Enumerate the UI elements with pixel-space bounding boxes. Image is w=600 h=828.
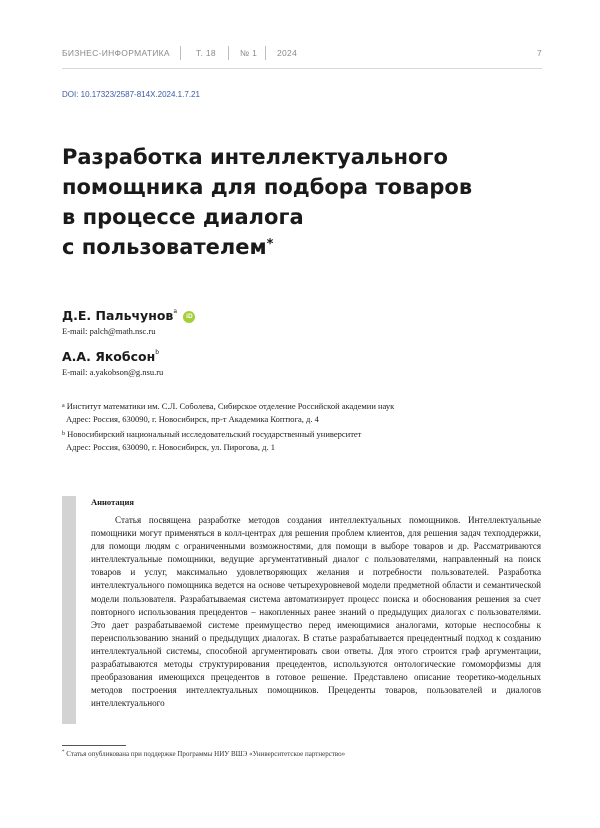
author-email[interactable]: E-mail: palch@math.nsc.ru (62, 326, 156, 336)
affil-mark: b (155, 349, 160, 356)
affil-mark: a (173, 308, 178, 315)
orcid-icon[interactable]: iD (183, 311, 195, 323)
title-footnote-mark: * (266, 237, 274, 252)
title-line: в процессе диалога (62, 205, 304, 229)
author-email[interactable]: E-mail: a.yakobson@g.nsu.ru (62, 367, 164, 377)
year-label: 2024 (277, 48, 298, 58)
affiliation (62, 428, 542, 454)
affil-mark: b (62, 431, 65, 437)
institution-address: Адрес: Россия, 630090, г. Новосибирск, пр-т Академика Коптюга, д. 4 (66, 414, 319, 424)
header-rule (62, 68, 542, 69)
footnote (62, 750, 345, 758)
running-header (62, 46, 542, 64)
page-number: 7 (536, 48, 542, 58)
title-line: с пользователем (62, 235, 267, 259)
footnote-text: Статья опубликована при поддержке Программы НИУ ВШЭ «Университетское партнерство» (66, 750, 346, 758)
title-line: Разработка интеллектуального (62, 145, 448, 169)
title-line: помощника для подбора товаров (62, 175, 473, 199)
issue-label: № 1 (240, 48, 258, 58)
footnote-rule (62, 745, 126, 746)
abstract-text: Статья посвящена разработке методов создания интеллектуальных помощников. Интеллектуальные помощники могут применяться в колл-центрах для решения проблем клиентов, для решения задач техподдержки, для помощи людям с ограниченными возможностями, для помощи в выборе товаров и др. Рассматриваются интеллектуальные помощники, ведущие аргументативный диалог с пользователями, направленный на поиск товаров и услуг, максимально удовлетворяющих желания и потребности пользователей. Разработка интеллектуального помощника ведется на основе четырехуровневой модели предметной области и семантической модели пользователя. Разрабатываемая система автоматизирует процесс поиска и обоснования решения за счет повторного использования прецедентов – накопленных ранее знаний о предыдущих диалогах с пользователями. Это дает разрабатываемой системе преимущество перед имеющимися аналогами, которые неспособны к переиспользованию знаний о предыдущих диалогах. В статье разрабатывается прецедентный подход к созданию интеллектуальной системы, способной аргументировать свои ответы. Для этого строится граф аргументации, разрабатываются методы структурирования прецедентов, используются онтологические гомоморфизмы для преобразования имеющихся прецедентов в готовое решение. Представлено описание теоретико-модельных методов построения интеллектуальных помощников. Прецеденты товаров, пользователей и диалогов интеллектуального (91, 515, 541, 709)
doi-link[interactable]: DOI: 10.17323/2587-814X.2024.1.7.21 (62, 90, 200, 99)
affiliation (62, 400, 542, 426)
author-name: А.А. Якобсон$^b$ (62, 349, 160, 364)
author-name: Д.Е. Пальчунов$^a$ iD (62, 308, 195, 323)
footnote-mark: * (62, 750, 65, 755)
institution-name: Новосибирский национальный исследовательский государственный университет (67, 429, 362, 439)
institution-name: Институт математики им. С.Л. Соболева, Сибирское отделение Российской академии наук (66, 401, 395, 411)
header-divider (228, 46, 229, 60)
header-divider (265, 46, 266, 60)
affil-mark: a (62, 403, 65, 409)
abstract-sidebar (62, 496, 76, 724)
institution-address: Адрес: Россия, 630090, г. Новосибирск, ул. Пирогова, д. 1 (66, 442, 275, 452)
volume-label: Т. 18 (196, 48, 216, 58)
header-divider (180, 46, 181, 60)
abstract-heading: Аннотация (91, 497, 134, 507)
journal-name: БИЗНЕС-ИНФОРМАТИКА (62, 48, 170, 58)
article-title (62, 142, 542, 262)
